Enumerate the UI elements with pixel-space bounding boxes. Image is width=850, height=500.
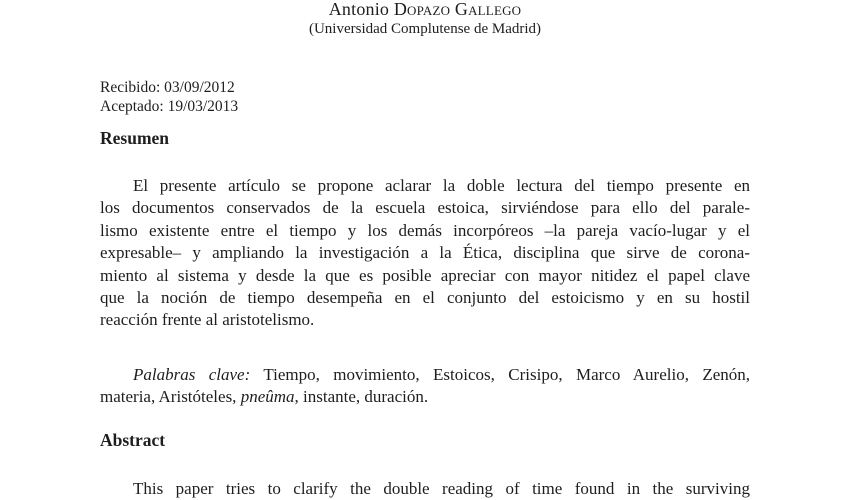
keywords-line (100, 364, 750, 386)
resumen-line: lismo existente entre el tiempo y los demás incorpóreos –la pareja vacío-lugar y el (100, 220, 750, 240)
abstract-heading: Abstract (100, 429, 166, 450)
keywords-line (100, 386, 750, 408)
abstract-paragraph (100, 478, 750, 500)
keywords-list-part2: materia, Aristóteles, (100, 387, 241, 407)
resumen-line: que la noción de tiempo desempeña en el conjunto del estoicismo y en su hostil (100, 288, 750, 308)
author-surname: Dopazo Gallego (393, 0, 522, 19)
resumen-line: los documentos conservados de la escuela estoica, sirviéndose para ello del parale- (100, 198, 750, 218)
keywords-list-part3: , instante, duración. (294, 387, 429, 407)
keywords-label: Palabras clave: (133, 364, 251, 384)
received-date: Recibido: 03/09/2012 (100, 79, 235, 96)
resumen-heading: Resumen (100, 128, 170, 148)
resumen-line: reacción frente al aristotelismo. (100, 310, 315, 330)
resumen-line: expresable– y ampliando la investigación a la Ética, disciplina que sirve de corona- (100, 243, 750, 263)
keywords-paragraph (100, 364, 750, 409)
affiliation: (Universidad Complutense de Madrid) (308, 21, 542, 37)
keywords-list-part1: Tiempo, movimiento, Estoicos, Crisipo, Marco Aurelio, Zenón, (250, 364, 751, 384)
resumen-paragraph (100, 175, 750, 332)
author-first-name: Antonio (328, 0, 394, 19)
accepted-date: Aceptado: 19/03/2013 (100, 98, 239, 115)
dates-block (100, 78, 750, 116)
resumen-line: El presente artículo se propone aclarar la doble lectura del tiempo presente en (133, 176, 750, 195)
keywords-italic-term: pneûma (240, 387, 295, 407)
abstract-line: This paper tries to clarify the double reading of time found in the surviving (133, 478, 750, 498)
resumen-line: miento al sistema y desde la que es posible apreciar con mayor nitidez el papel clave (100, 265, 750, 285)
author-line (100, 0, 750, 19)
